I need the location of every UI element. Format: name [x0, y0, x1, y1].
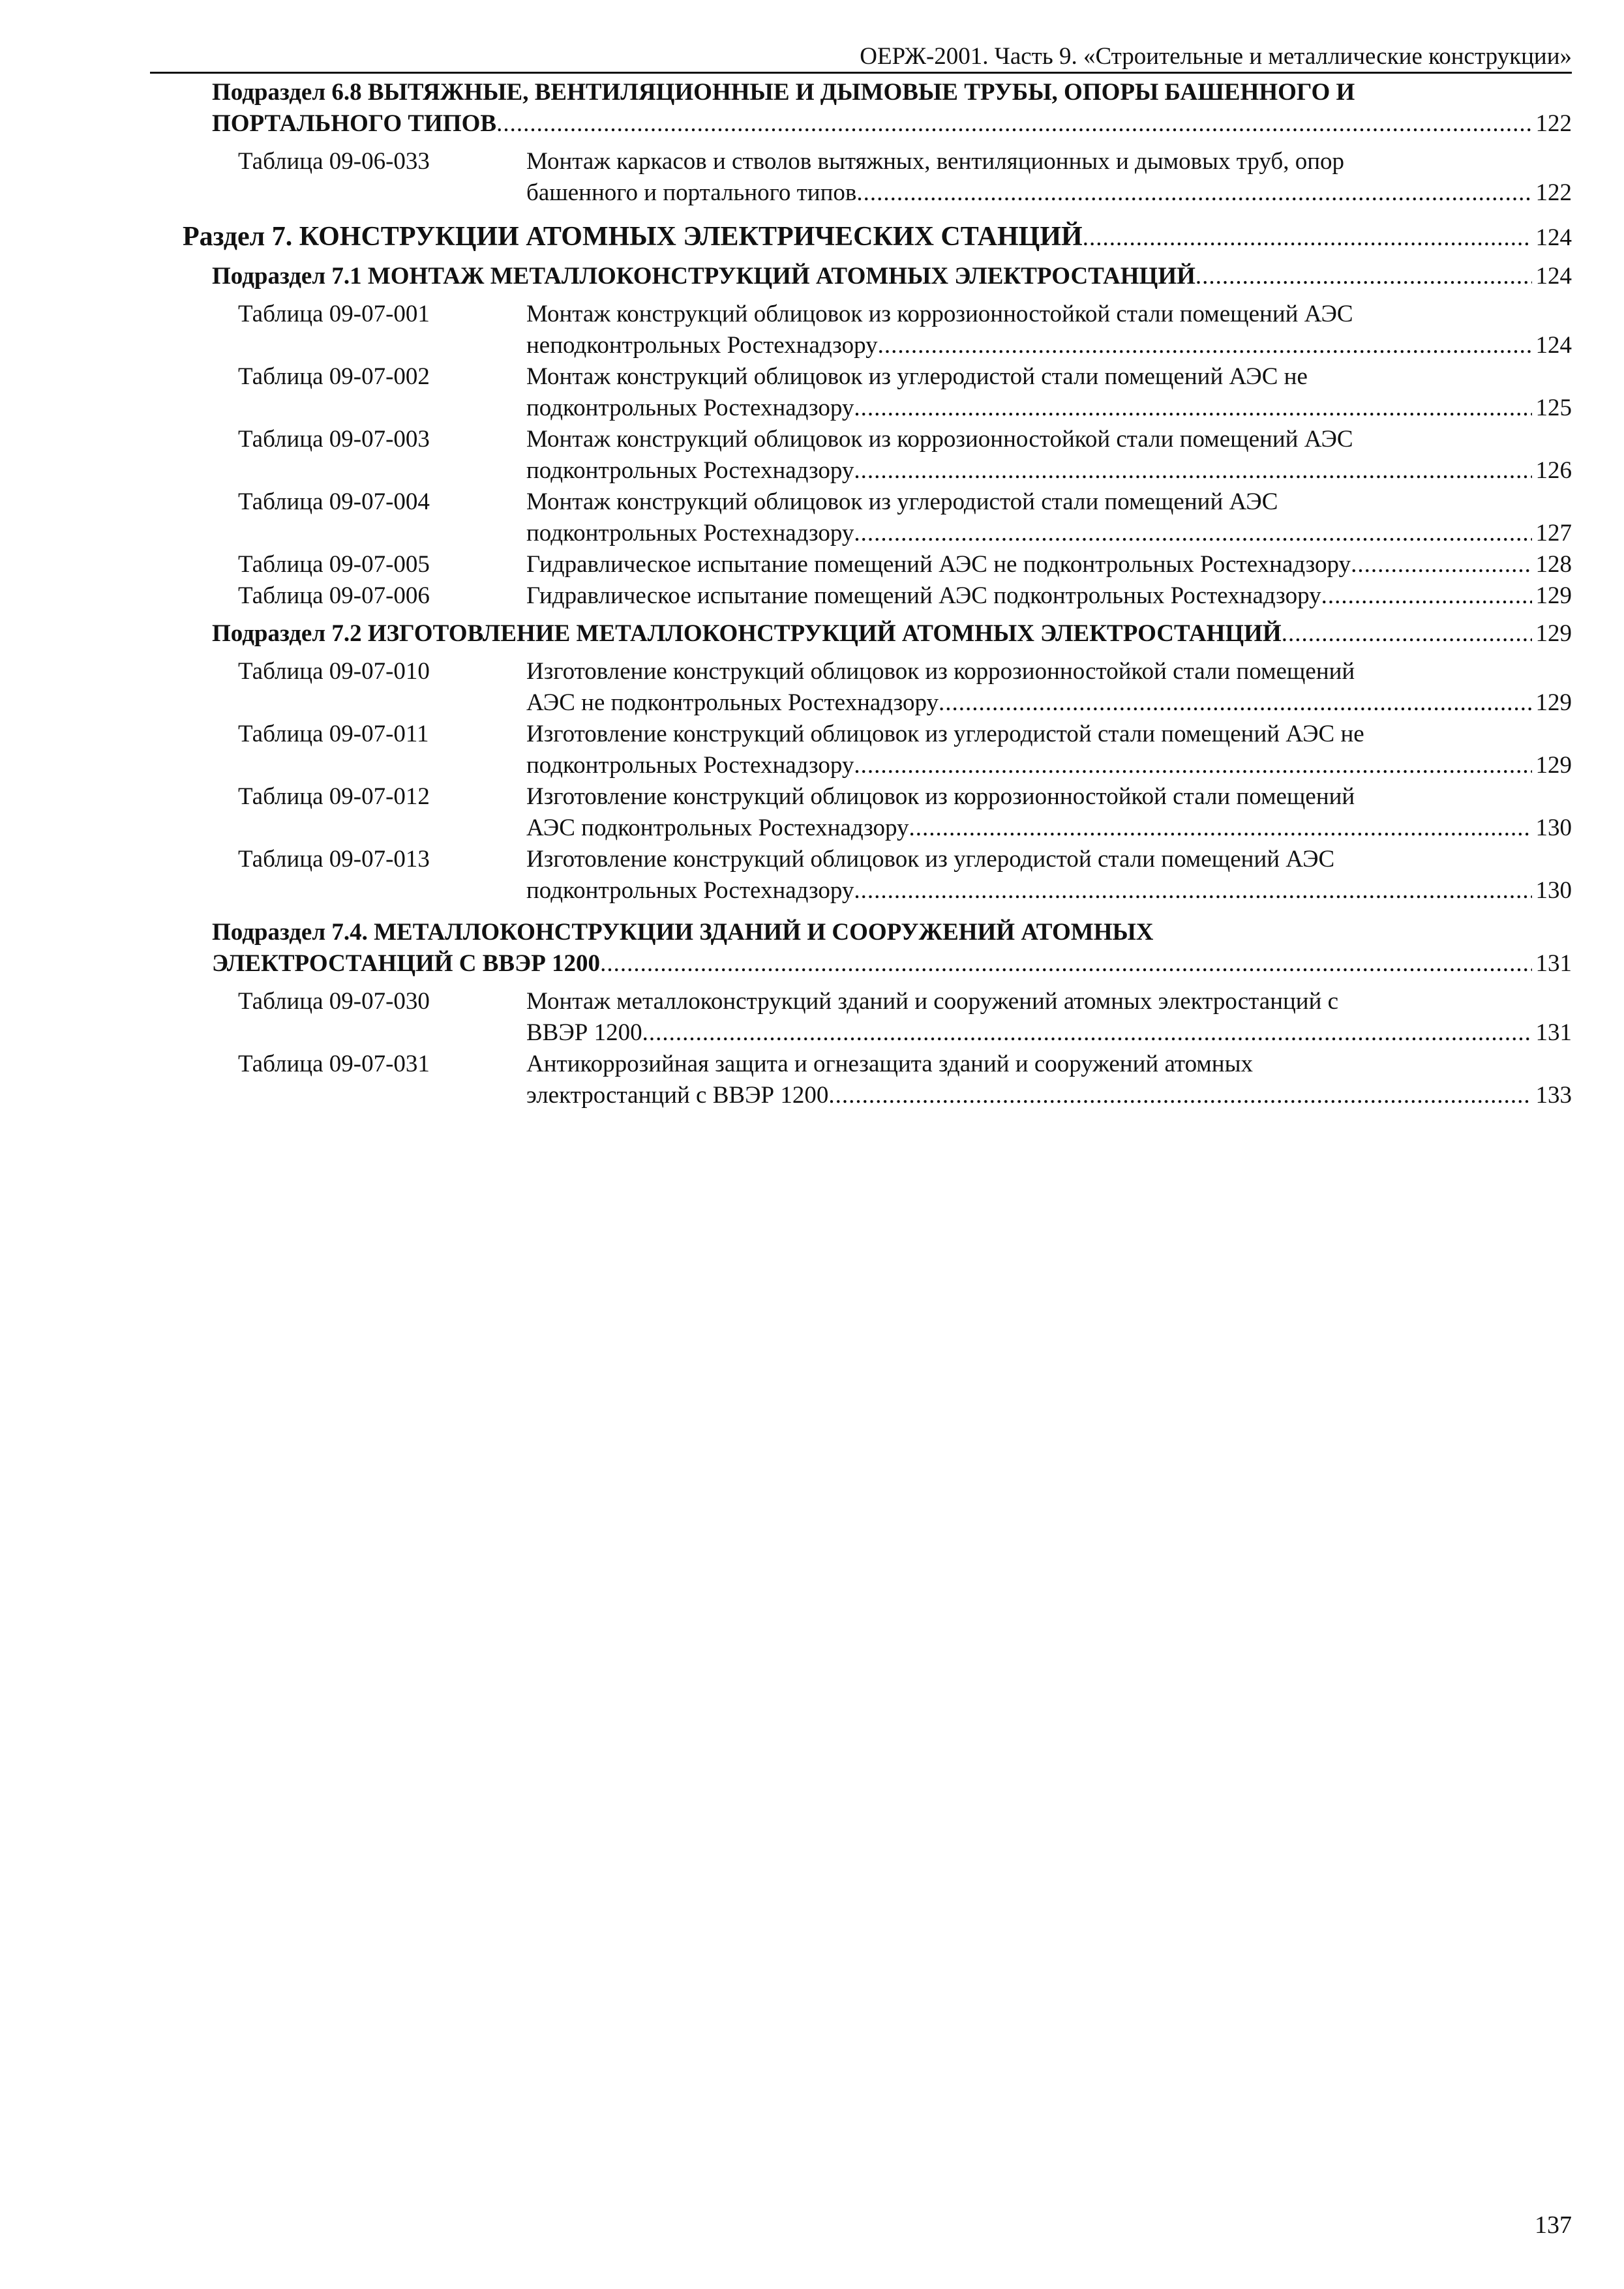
toc-page-number: 130 [1535, 877, 1572, 904]
toc-subsection-title-line1: Подраздел 7.4. МЕТАЛЛОКОНСТРУКЦИИ ЗДАНИЙ И СООРУЖЕНИЙ АТОМНЫХ [212, 919, 1154, 946]
toc-entry-text-line1: Изготовление конструкций облицовок из углеродистой стали помещений АЭС не [526, 721, 1364, 747]
toc-page-number: 131 [1535, 950, 1572, 977]
toc-leader-line [526, 455, 1572, 486]
toc-table-label: Таблица 09-07-030 [238, 988, 430, 1015]
toc-table-label: Таблица 09-07-003 [238, 426, 430, 453]
toc-entry-text-line1: Монтаж конструкций облицовок из углеродистой стали помещений АЭС [526, 488, 1278, 515]
toc-table-label: Таблица 09-07-004 [238, 488, 430, 515]
running-header: ОЕРЖ-2001. Часть 9. «Строительные и металлические конструкции» [860, 43, 1572, 70]
toc-table-label: Таблица 09-07-011 [238, 721, 429, 747]
toc-leader-line [526, 687, 1572, 719]
toc-leader-line [526, 330, 1572, 361]
toc-page-number: 126 [1535, 457, 1572, 484]
toc-page-number: 122 [1535, 110, 1572, 137]
toc-leader-line [526, 813, 1572, 844]
toc-page-number: 127 [1535, 520, 1572, 546]
toc-entry-09-07-002[interactable] [0, 361, 1624, 393]
toc-entry-text-line1: Монтаж металлоконструкций зданий и сооружений атомных электростанций с [526, 988, 1339, 1015]
toc-entry-text-line1: Монтаж конструкций облицовок из углеродистой стали помещений АЭС не [526, 363, 1308, 390]
toc-entry-text-line1: Монтаж каркасов и стволов вытяжных, вентиляционных и дымовых труб, опор [526, 148, 1345, 175]
toc-leader-line [526, 549, 1572, 580]
toc-page-number: 124 [1535, 263, 1572, 290]
toc-subsection-6-8[interactable] [0, 77, 1624, 108]
toc-table-label: Таблица 09-07-010 [238, 658, 430, 685]
toc-entry-09-06-033[interactable] [0, 146, 1624, 177]
toc-leader-line [526, 875, 1572, 906]
page-number: 137 [1535, 2211, 1572, 2239]
toc-leader-line [526, 1080, 1572, 1111]
toc-table-label: Таблица 09-07-013 [238, 846, 430, 873]
toc-page-number: 129 [1535, 620, 1572, 647]
toc-entry-text-line2: подконтрольных Ростехнадзору [526, 877, 854, 904]
toc-subsection-7-1[interactable] [0, 261, 1624, 292]
toc-leader-line [526, 518, 1572, 549]
toc-entry-09-07-006[interactable] [0, 580, 1624, 612]
toc-entry-09-07-030[interactable] [0, 986, 1624, 1017]
toc-entry-text-line2: подконтрольных Ростехнадзору [526, 395, 854, 421]
toc-entry-09-07-013[interactable] [0, 844, 1624, 875]
toc-entry-09-07-011[interactable] [0, 719, 1624, 750]
toc-leader-line [526, 177, 1572, 209]
table-of-contents [0, 77, 1624, 1111]
toc-entry-text-line1: Монтаж конструкций облицовок из коррозионностойкой стали помещений АЭС [526, 301, 1353, 327]
toc-page-number: 133 [1535, 1082, 1572, 1109]
toc-leader-line [212, 948, 1572, 980]
toc-entry-text-line1: Антикоррозийная защита и огнезащита зданий и сооружений атомных [526, 1051, 1253, 1077]
toc-page-number: 124 [1535, 224, 1572, 251]
toc-leader-line [212, 108, 1572, 140]
toc-table-label: Таблица 09-07-001 [238, 301, 430, 327]
toc-subsection-7-2[interactable] [0, 618, 1624, 650]
toc-section-title: Раздел 7. КОНСТРУКЦИИ АТОМНЫХ ЭЛЕКТРИЧЕСКИХ СТАНЦИЙ [183, 222, 1083, 252]
toc-entry-text-line2: АЭС не подконтрольных Ростехнадзору [526, 689, 939, 716]
toc-entry-text-line2: ВВЭР 1200 [526, 1019, 642, 1046]
toc-leader-line [526, 580, 1572, 612]
toc-entry-text-line2: подконтрольных Ростехнадзору [526, 752, 854, 779]
toc-leader-line [183, 219, 1572, 256]
toc-page-number: 131 [1535, 1019, 1572, 1046]
toc-entry-text-line1: Изготовление конструкций облицовок из коррозионностойкой стали помещений [526, 783, 1355, 810]
toc-page-number: 125 [1535, 395, 1572, 421]
toc-entry-text-line1: Изготовление конструкций облицовок из углеродистой стали помещений АЭС [526, 846, 1335, 873]
toc-table-label: Таблица 09-07-002 [238, 363, 430, 390]
toc-page-number: 122 [1535, 179, 1572, 206]
toc-entry-09-07-005[interactable] [0, 549, 1624, 580]
toc-entry-text-line2: АЭС подконтрольных Ростехнадзору [526, 815, 909, 841]
toc-table-label: Таблица 09-07-006 [238, 582, 430, 609]
toc-entry-09-07-010[interactable] [0, 656, 1624, 687]
toc-subsection-7-4[interactable] [0, 917, 1624, 948]
toc-entry-text-line1: Изготовление конструкций облицовок из коррозионностойкой стали помещений [526, 658, 1355, 685]
toc-page-number: 130 [1535, 815, 1572, 841]
toc-entry-text-line1: Монтаж конструкций облицовок из коррозионностойкой стали помещений АЭС [526, 426, 1353, 453]
toc-leader-line [212, 261, 1572, 292]
toc-entry-text-line2: неподконтрольных Ростехнадзору [526, 332, 878, 359]
toc-leader-line [212, 618, 1572, 650]
toc-leader-line [526, 750, 1572, 781]
toc-entry-09-07-004[interactable] [0, 486, 1624, 518]
toc-leader-line [526, 1017, 1572, 1049]
toc-table-label: Таблица 09-07-012 [238, 783, 430, 810]
toc-table-label: Таблица 09-07-031 [238, 1051, 430, 1077]
toc-entry-text-line2: подконтрольных Ростехнадзору [526, 520, 854, 546]
toc-entry-09-07-012[interactable] [0, 781, 1624, 813]
toc-page-number: 128 [1535, 551, 1572, 578]
toc-subsection-title-line2: ПОРТАЛЬНОГО ТИПОВ [212, 110, 497, 137]
toc-page-number: 129 [1535, 582, 1572, 609]
toc-entry-text: Гидравлическое испытание помещений АЭС не подконтрольных Ростехнадзору [526, 551, 1351, 578]
toc-subsection-title-line1: Подраздел 6.8 ВЫТЯЖНЫЕ, ВЕНТИЛЯЦИОННЫЕ И ДЫМОВЫЕ ТРУБЫ, ОПОРЫ БАШЕННОГО И [212, 79, 1355, 106]
toc-section-7[interactable] [0, 219, 1624, 254]
toc-entry-text-line2: электростанций с ВВЭР 1200 [526, 1082, 829, 1109]
toc-entry-text: Гидравлическое испытание помещений АЭС подконтрольных Ростехнадзору [526, 582, 1321, 609]
toc-subsection-title-line2: ЭЛЕКТРОСТАНЦИЙ С ВВЭР 1200 [212, 950, 601, 977]
toc-table-label: Таблица 09-06-033 [238, 148, 430, 175]
toc-subsection-title: Подраздел 7.2 ИЗГОТОВЛЕНИЕ МЕТАЛЛОКОНСТРУКЦИЙ АТОМНЫХ ЭЛЕКТРОСТАНЦИЙ [212, 620, 1282, 647]
toc-entry-text-line2: подконтрольных Ростехнадзору [526, 457, 854, 484]
toc-page-number: 124 [1535, 332, 1572, 359]
toc-entry-09-07-003[interactable] [0, 424, 1624, 455]
toc-page-number: 129 [1535, 689, 1572, 716]
header-rule [150, 72, 1572, 74]
toc-entry-09-07-031[interactable] [0, 1049, 1624, 1080]
toc-subsection-title: Подраздел 7.1 МОНТАЖ МЕТАЛЛОКОНСТРУКЦИЙ АТОМНЫХ ЭЛЕКТРОСТАНЦИЙ [212, 263, 1195, 290]
toc-leader-line [526, 393, 1572, 424]
toc-entry-09-07-001[interactable] [0, 299, 1624, 330]
toc-page-number: 129 [1535, 752, 1572, 779]
toc-table-label: Таблица 09-07-005 [238, 551, 430, 578]
toc-entry-text-line2: башенного и портального типов [526, 179, 857, 206]
